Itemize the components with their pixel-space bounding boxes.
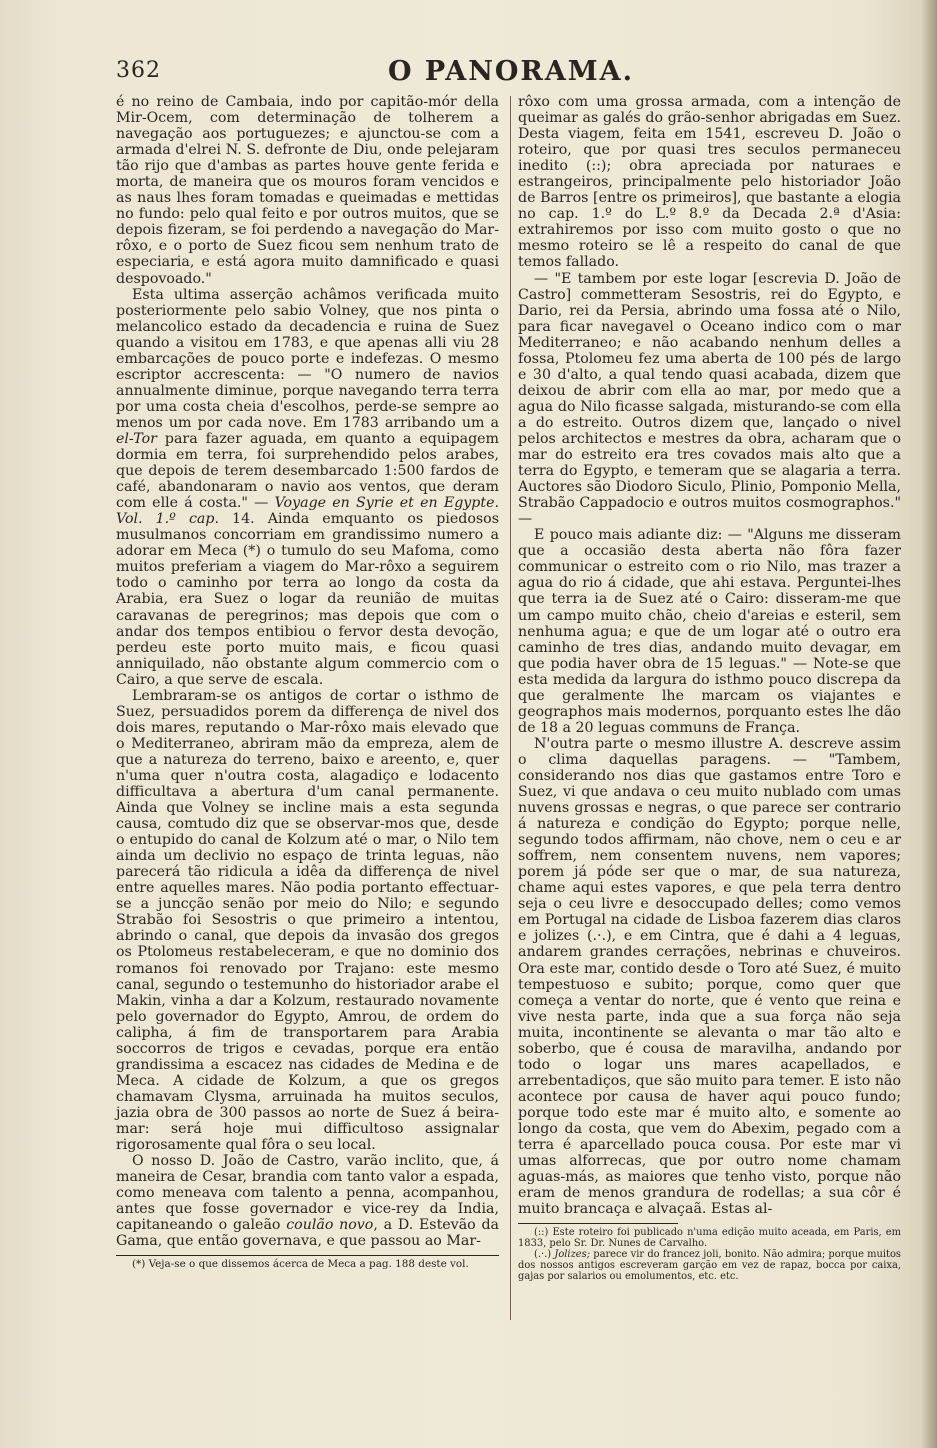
paragraph: N'outra parte o mesmo illustre A. descreve assim o clima daquellas paragens. — "Tambem, considerando nos dias que gastamos entre Toro e Suez, vi que andava o ceu muito nublado com umas nuvens grossas e negras, o que parece ser contrario á natureza e condição do Egypto; porque nelle, segundo todos affirmam, não chove, nem o ceu e ar soffrem, nem consentem nuvens, nem vapores; porem já póde ser que o mar, de sua natureza, chame aqui estes vapores, e que pela terra dentro seja o ceu livre e desoccupado delles; como vemos em Portugal na cidade de Lisboa fazerem dias claros e jolizes (.·.), e em Cintra, que é dahi a 4 leguas, andarem grandes cerrações, nebrinas e chuveiros. Ora este mar, contido desde o Toro até Suez, é muito tempestuoso e subito; porque, como quer que começa a ventar do norte, que é vento que reina e vive nesta parte, inda que a sua força não seja muita, incontinente se alevanta o mar tão alto e soberbo, que é cousa de maravilha, andando por todo o logar uns mares acapellados, e arrebentadiços, que são muito para temer. E isto não acontece por causa de haver aqui pouco fundo; porque todo este mar é muito alto, e somente ao longo da costa, que vem do Abexim, pegado com a terra é aparcellado pouca cousa. Por este mar vi umas alforrecas, que por outro nome chamam aguas-más, as maiores que tenho visto, porque não eram de menos grandura de rodellas; a sua côr é muito brancaça e alvaçaã. Estas al- (518, 735, 901, 1218)
paragraph: O nosso D. João de Castro, varão inclito, que, á maneira de Cesar, brandia com tanto valor a espada, como meneava com talento a penna, acompanhou, antes que fosse governador e vice-rey da India, capitaneando o galeão coulão novo, a D. Estevão da Gama, que então governava, e que passou ao Mar- (116, 1153, 499, 1250)
footnote-rule (116, 1255, 499, 1256)
footnote-rule (518, 1223, 678, 1224)
paragraph: E pouco mais adiante diz: — "Alguns me disseram que a occasião desta aberta não fôra fazer communicar o estreito com o rio Nilo, mas trazer a agua do rio á cidade, que ahi estava. Perguntei-lhes que terra ia de Suez até o Cairo: disseram-me que um campo muito chão, cheio d'areias e esteril, sem nenhuma agua; e que de um logar até o outro era caminho de tres dias, andando muito devagar, em que podia haver obra de 15 leguas." — Note-se que esta medida da largura do isthmo pouco discrepa da que geralmente lhe marcam os viajantes e geographos mais modernos, porquanto estes lhe dão de 18 a 20 leguas communs de França. (518, 527, 901, 736)
paragraph: é no reino de Cambaia, indo por capitão-mór della Mir-Ocem, com determinação de tolherem a navegação aos portuguezes; e ajunctou-se com a armada d'elrei N. S. defronte de Diu, onde pelejaram tão rijo que d'ambas as partes houve gente ferida e morta, de maneira que os mouros foram vencidos e as naus lhes foram tomadas e queimadas e mettidas no fundo: pelo qual feito e por outros muitos, que se depois fizeram, se foi perdendo a navegação do Mar-rôxo, e o porto de Suez ficou sem nenhum trato de especiaria, e está agora muito damnificado e quasi despovoado." (116, 94, 499, 287)
page-header (116, 56, 906, 92)
footnote: (.·.) Jolizes; parece vir do francez joli, bonito. Não admira; porque muitos dos nossos antigos escreveram garção em vez de rapaz, bocca por caixa, gajas por salarios ou emolumentos, etc. etc. (518, 1249, 902, 1283)
page-number: 362 (116, 58, 161, 83)
footnote: (::) Este roteiro foi publicado n'uma edição muito aceada, em Paris, em 1833, pelo Sr. Dr. Nunes de Carvalho. (518, 1227, 901, 1250)
footnote: (*) Veja-se o que dissemos ácerca de Meca a pag. 188 deste vol. (132, 1258, 469, 1271)
paragraph: — "E tambem por este logar [escrevia D. João de Castro] commetteram Sesostris, rei do Egypto, e Dario, rei da Persia, abrindo uma fossa até o Nilo, para ficar navegavel o Oceano indico com o mar Mediterraneo; e não acabando nenhum delles a fossa, Ptolomeu fez uma aberta de 100 pés de largo e 30 d'alto, a qual tendo quasi acabada, dizem que deixou de abrir com ella ao mar, por medo que a agua do Nilo ficasse salgada, misturando-se com ella a do estreito. Outros dizem que, lançado o nivel pelos architectos e mestres da obra, acharam que o mar do estreito era tres covados mais alto que a terra do Egypto, e temeram que se alagaria a terra. Auctores são Diodoro Siculo, Plinio, Pomponio Mella, Strabão Cappadocio e outros muitos cosmographos." — (518, 270, 901, 528)
page-edge-shadow (921, 0, 937, 1448)
left-column (116, 94, 499, 1271)
column-divider (510, 96, 511, 1320)
running-title: O PANORAMA. (387, 56, 635, 87)
right-column (518, 94, 901, 1282)
paragraph: Esta ultima asserção achâmos verificada muito posteriormente pelo sabio Volney, que nos pinta o melancolico estado da decadencia e ruina de Suez quando a visitou em 1783, e que apenas alli viu 28 embarcações de pouco porte e indefezas. O mesmo escriptor accrescenta: — "O numero de navios annualmente diminue, porque navegando terra terra por uma costa cheia d'escolhos, perde-se sempre ao menos um por cada nove. Em 1783 arribando um a el-Tor para fazer aguada, em quanto a equipagem dormia em terra, foi surprehendido pelos arabes, que depois de terem desembarcado 1:500 fardos de café, abandonaram o navio aos ventos, que deram com elle á costa." — Voyage en Syrie et en Egypte. Vol. 1.º cap. 14. Ainda emquanto os piedosos musulmanos concorriam em grandissimo numero a adorar em Meca (*) o tumulo do seu Mafoma, como muitos preferiam a viagem do Mar-rôxo a seguirem todo o caminho por terra ao longo da costa da Arabia, era Suez o logar da reunião de muitas caravanas de peregrinos; mas depois que com o andar dos tempos entibiou o fervor desta devoção, perdeu este porto muito mais, e ficou quasi anniquilado, não obstante algum commercio com o Cairo, a que serve de escala. (116, 286, 499, 688)
paragraph: rôxo com uma grossa armada, com a intenção de queimar as galés do grão-senhor abrigadas em Suez. Desta viagem, feita em 1541, escreveu D. João o roteiro, que por quasi tres seculos permaneceu inedito (::); obra apreciada por naturaes e estrangeiros, principalmente pelo historiador João de Barros [entre os primeiros], que bastante a elogia no cap. 1.º do L.º 8.º da Decada 2.ª d'Asia: extrahiremos por isso com muito gosto o que no mesmo roteiro se lê a respeito do canal de que temos fallado. (518, 94, 901, 271)
paragraph: Lembraram-se os antigos de cortar o isthmo de Suez, persuadidos porem da differença de nivel dos dois mares, reputando o Mar-rôxo mais elevado que o Mediterraneo, abriram mão da empreza, alem de que a natureza do terreno, baixo e areento, e, quer n'uma quer n'outra costa, alagadiço e lodacento difficultava a abertura d'um canal permanente. Ainda que Volney se incline mais a esta segunda causa, comtudo diz que se observar-mos que, desde o entupido do canal de Kolzum até o mar, o Nilo tem ainda um declivio no espaço de trinta leguas, não parecerá tão ridicula a idêa da differença de nivel entre aquelles mares. Não podia portanto effectuar-se a juncção senão por meio do Nilo; e segundo Strabão foi Sesostris o que primeiro a intentou, abrindo o canal, que depois da invasão dos gregos os Ptolomeus restabeleceram, e que no dominio dos romanos foi renovado por Trajano: este mesmo canal, segundo o testemunho do historiador arabe el Makin, vinha a dar a Kolzum, restaurado novamente pelo governador do Egypto, Amrou, de ordem do calipha, á fim de transportarem para Arabia soccorros de trigos e cevadas, porque era então grandissima a escacez nas cidades de Medina e de Meca. A cidade de Kolzum, a que os gregos chamavam Clysma, arruinada ha muitos seculos, jazia obra de 300 passos ao norte de Suez á beira-mar: será hoje mui difficultoso assignalar rigorosamente qual fôra o seu local. (116, 687, 499, 1154)
